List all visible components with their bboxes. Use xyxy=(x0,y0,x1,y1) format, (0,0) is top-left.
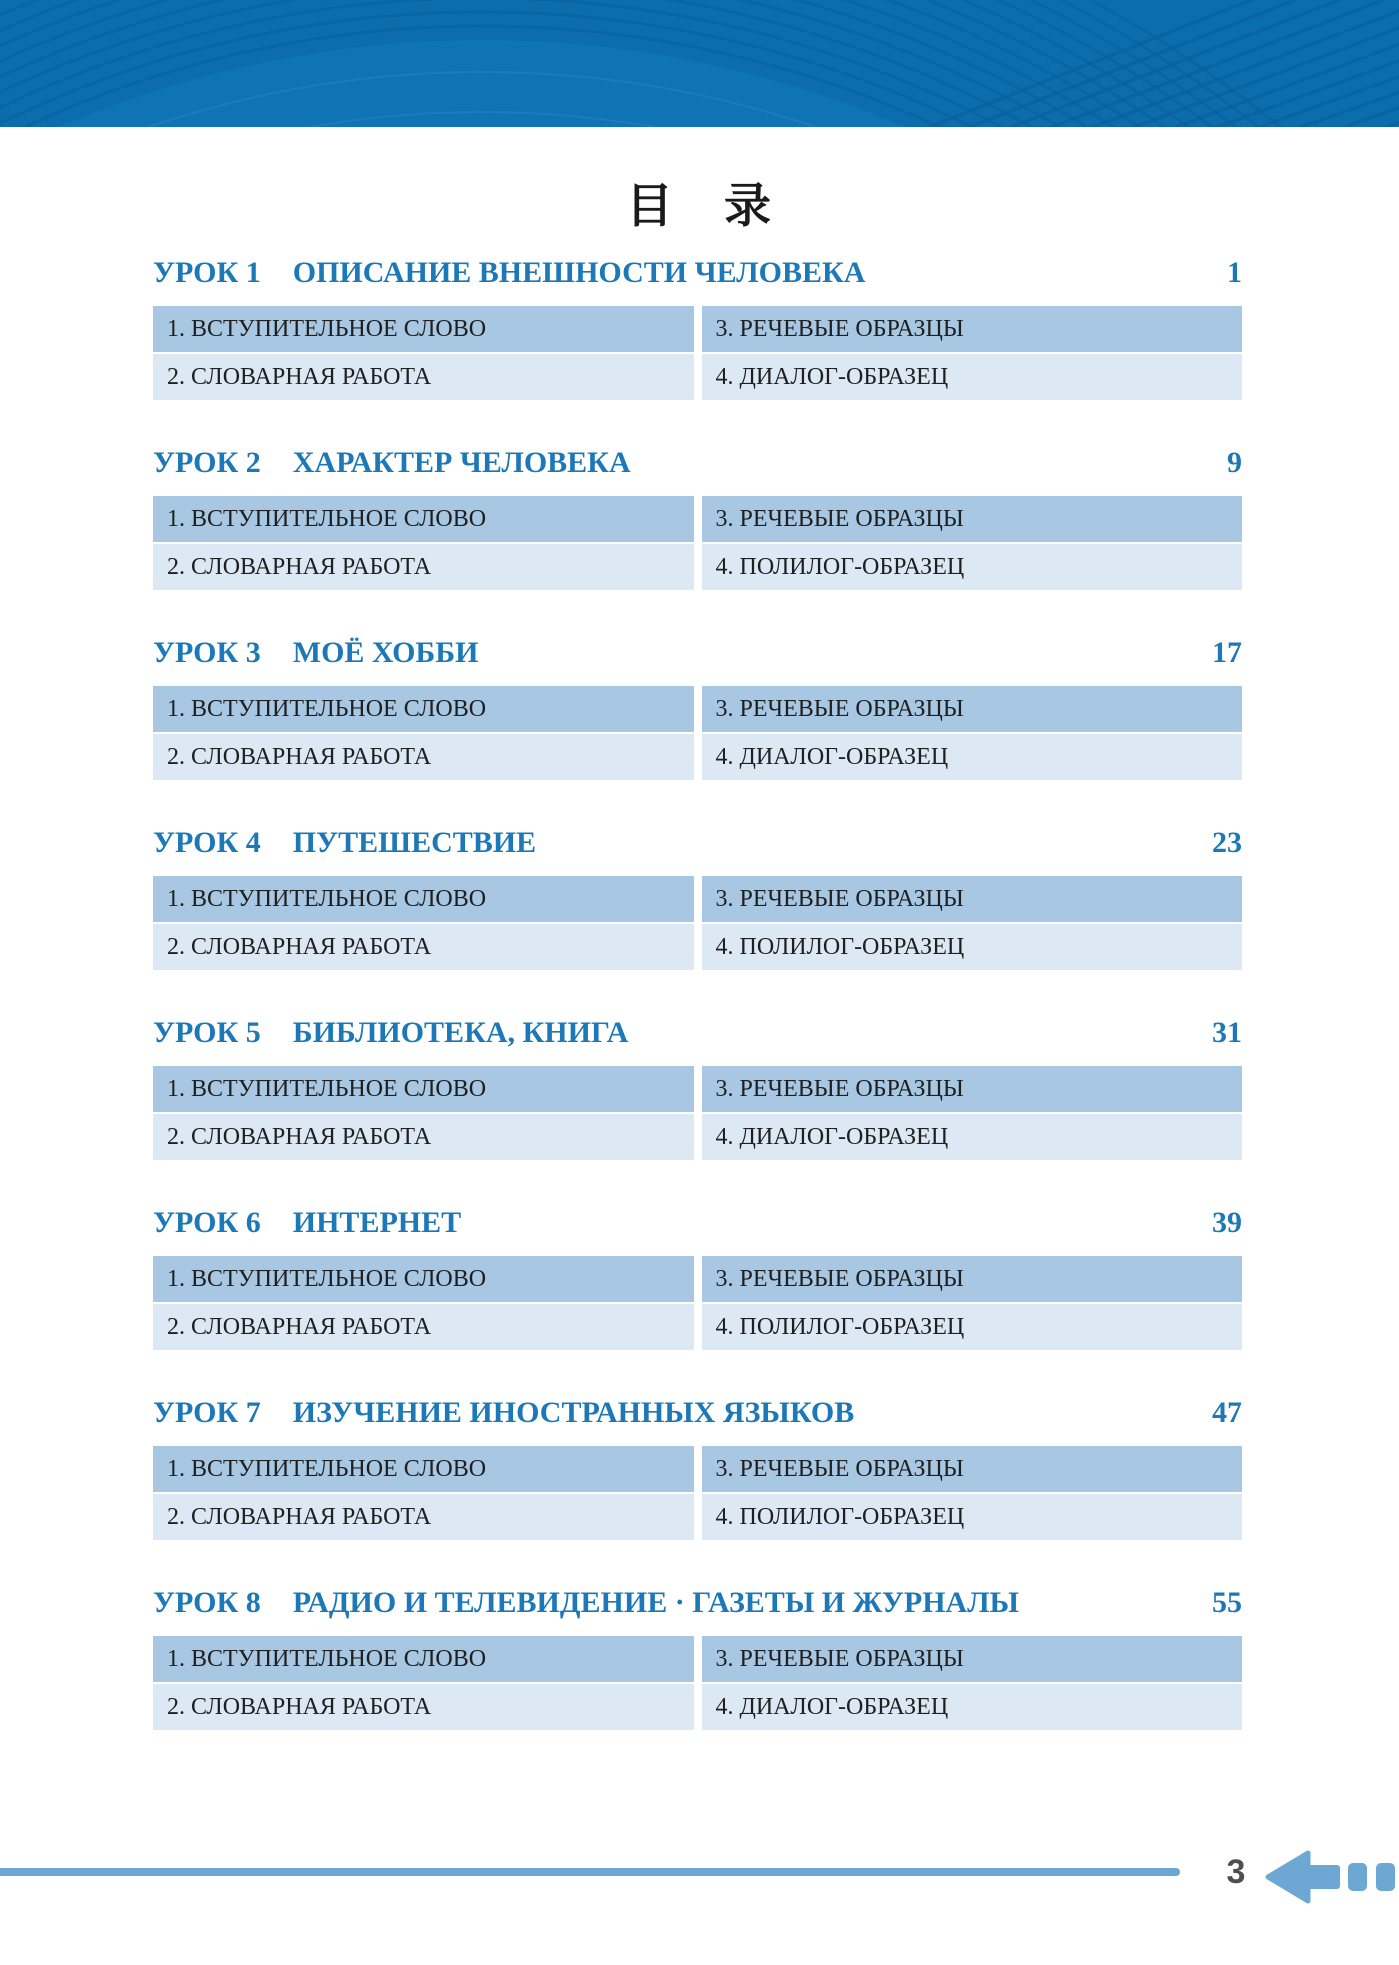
lesson-heading xyxy=(153,446,1242,481)
lesson-label: УРОК 2 xyxy=(153,446,261,479)
lesson-items-grid xyxy=(153,496,1242,590)
toc-item: 1. ВСТУПИТЕЛЬНОЕ СЛОВО xyxy=(153,496,694,542)
page-title: 目 录 xyxy=(626,181,773,233)
toc-item: 4. ПОЛИЛОГ-ОБРАЗЕЦ xyxy=(702,544,1243,590)
header-decorative-band xyxy=(0,0,1399,127)
lesson-title: ПУТЕШЕСТВИЕ xyxy=(292,826,537,859)
guilloche-pattern-graphic xyxy=(0,0,1399,127)
lesson-items-grid xyxy=(153,686,1242,780)
lesson-items-grid xyxy=(153,1066,1242,1160)
lesson-items-grid xyxy=(153,306,1242,400)
toc-item: 3. РЕЧЕВЫЕ ОБРАЗЦЫ xyxy=(702,1066,1243,1112)
toc-item: 1. ВСТУПИТЕЛЬНОЕ СЛОВО xyxy=(153,1066,694,1112)
lesson-label: УРОК 3 xyxy=(153,636,261,669)
lesson-block xyxy=(153,1586,1242,1730)
lesson-page-number: 9 xyxy=(1227,446,1242,479)
toc-item: 1. ВСТУПИТЕЛЬНОЕ СЛОВО xyxy=(153,876,694,922)
lesson-page-number: 23 xyxy=(1212,826,1242,859)
toc-item: 3. РЕЧЕВЫЕ ОБРАЗЦЫ xyxy=(702,876,1243,922)
lesson-heading xyxy=(153,1016,1242,1051)
lesson-title: ИНТЕРНЕТ xyxy=(292,1206,462,1239)
toc-item: 4. ДИАЛОГ-ОБРАЗЕЦ xyxy=(702,354,1243,400)
toc-item: 2. СЛОВАРНАЯ РАБОТА xyxy=(153,1114,694,1160)
toc-item: 2. СЛОВАРНАЯ РАБОТА xyxy=(153,924,694,970)
toc-item: 2. СЛОВАРНАЯ РАБОТА xyxy=(153,544,694,590)
lesson-block xyxy=(153,1016,1242,1160)
lesson-page-number: 39 xyxy=(1212,1206,1242,1239)
lesson-page-number: 55 xyxy=(1212,1586,1242,1619)
toc-item: 1. ВСТУПИТЕЛЬНОЕ СЛОВО xyxy=(153,1446,694,1492)
lesson-page-number: 47 xyxy=(1212,1396,1242,1429)
lesson-page-number: 17 xyxy=(1212,636,1242,669)
toc-item: 2. СЛОВАРНАЯ РАБОТА xyxy=(153,1494,694,1540)
toc-item: 2. СЛОВАРНАЯ РАБОТА xyxy=(153,1684,694,1730)
lesson-block xyxy=(153,256,1242,400)
toc-item: 2. СЛОВАРНАЯ РАБОТА xyxy=(153,734,694,780)
toc-item: 4. ПОЛИЛОГ-ОБРАЗЕЦ xyxy=(702,924,1243,970)
lesson-label: УРОК 1 xyxy=(153,256,261,289)
toc-item: 4. ПОЛИЛОГ-ОБРАЗЕЦ xyxy=(702,1304,1243,1350)
footer-rule xyxy=(0,1868,1180,1876)
lesson-block xyxy=(153,636,1242,780)
toc-item: 4. ПОЛИЛОГ-ОБРАЗЕЦ xyxy=(702,1494,1243,1540)
lesson-label: УРОК 7 xyxy=(153,1396,261,1429)
lesson-items-grid xyxy=(153,876,1242,970)
lesson-page-number: 31 xyxy=(1212,1016,1242,1049)
toc-item: 2. СЛОВАРНАЯ РАБОТА xyxy=(153,1304,694,1350)
lesson-heading xyxy=(153,1586,1242,1621)
lessons-list xyxy=(153,256,1242,1776)
lesson-block xyxy=(153,1206,1242,1350)
toc-item: 4. ДИАЛОГ-ОБРАЗЕЦ xyxy=(702,1114,1243,1160)
toc-item: 3. РЕЧЕВЫЕ ОБРАЗЦЫ xyxy=(702,1256,1243,1302)
lesson-heading xyxy=(153,636,1242,671)
lesson-title: МОЁ ХОББИ xyxy=(292,636,479,669)
footer-page-number: 3 xyxy=(1226,1853,1246,1891)
lesson-block xyxy=(153,1396,1242,1540)
lesson-title: БИБЛИОТЕКА, КНИГА xyxy=(292,1016,629,1049)
toc-item: 1. ВСТУПИТЕЛЬНОЕ СЛОВО xyxy=(153,1256,694,1302)
lesson-items-grid xyxy=(153,1446,1242,1540)
lesson-heading xyxy=(153,1396,1242,1431)
lesson-label: УРОК 4 xyxy=(153,826,261,859)
lesson-title: ХАРАКТЕР ЧЕЛОВЕКА xyxy=(292,446,631,479)
back-arrow-icon xyxy=(1264,1849,1399,1905)
toc-item: 1. ВСТУПИТЕЛЬНОЕ СЛОВО xyxy=(153,306,694,352)
lesson-title: РАДИО И ТЕЛЕВИДЕНИЕ · ГАЗЕТЫ И ЖУРНАЛЫ xyxy=(292,1586,1020,1619)
lesson-title: ОПИСАНИЕ ВНЕШНОСТИ ЧЕЛОВЕКА xyxy=(292,256,866,289)
toc-item: 3. РЕЧЕВЫЕ ОБРАЗЦЫ xyxy=(702,1446,1243,1492)
lesson-block xyxy=(153,826,1242,970)
toc-item: 1. ВСТУПИТЕЛЬНОЕ СЛОВО xyxy=(153,686,694,732)
lesson-items-grid xyxy=(153,1256,1242,1350)
lesson-label: УРОК 8 xyxy=(153,1586,261,1619)
toc-item: 3. РЕЧЕВЫЕ ОБРАЗЦЫ xyxy=(702,1636,1243,1682)
lesson-block xyxy=(153,446,1242,590)
lesson-heading xyxy=(153,1206,1242,1241)
lesson-title: ИЗУЧЕНИЕ ИНОСТРАННЫХ ЯЗЫКОВ xyxy=(292,1396,855,1429)
toc-item: 1. ВСТУПИТЕЛЬНОЕ СЛОВО xyxy=(153,1636,694,1682)
lesson-items-grid xyxy=(153,1636,1242,1730)
lesson-page-number: 1 xyxy=(1227,256,1242,289)
lesson-label: УРОК 5 xyxy=(153,1016,261,1049)
lesson-heading xyxy=(153,256,1242,291)
toc-item: 3. РЕЧЕВЫЕ ОБРАЗЦЫ xyxy=(702,306,1243,352)
toc-item: 4. ДИАЛОГ-ОБРАЗЕЦ xyxy=(702,1684,1243,1730)
toc-item: 4. ДИАЛОГ-ОБРАЗЕЦ xyxy=(702,734,1243,780)
lesson-label: УРОК 6 xyxy=(153,1206,261,1239)
lesson-heading xyxy=(153,826,1242,861)
toc-item: 2. СЛОВАРНАЯ РАБОТА xyxy=(153,354,694,400)
toc-item: 3. РЕЧЕВЫЕ ОБРАЗЦЫ xyxy=(702,686,1243,732)
toc-item: 3. РЕЧЕВЫЕ ОБРАЗЦЫ xyxy=(702,496,1243,542)
